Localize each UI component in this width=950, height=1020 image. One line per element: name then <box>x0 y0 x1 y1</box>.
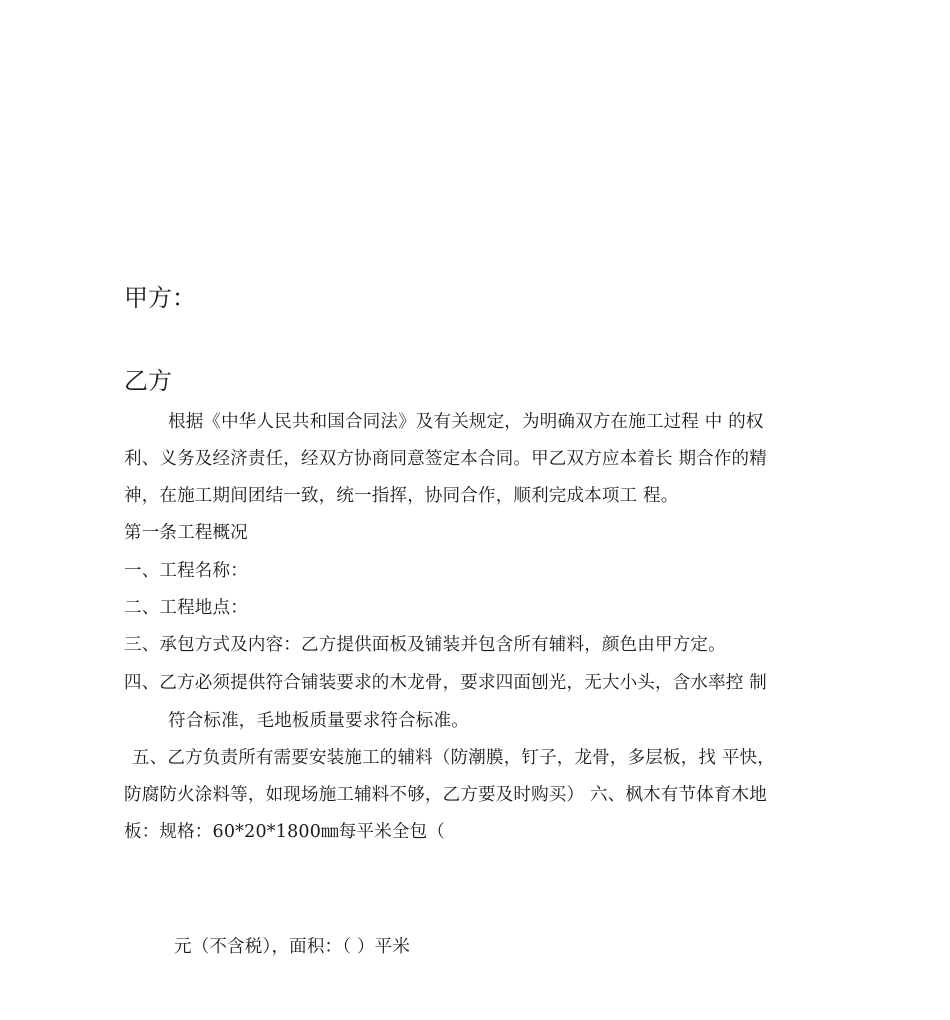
item-auxiliary-materials-line-1: 五、乙方负责所有需要安装施工的辅料（防潮膜，钉子，龙骨，多层板，找 平快， <box>132 748 775 768</box>
item-keel-requirement-line-2: 符合标准，毛地板质量要求符合标准。 <box>168 711 469 731</box>
party-b-label: 乙方 <box>124 367 172 395</box>
item-floor-spec-line: 板：规格：60*20*1800㎜每平米全包（ <box>124 822 445 842</box>
party-a-label: 甲方： <box>124 284 196 312</box>
item-keel-requirement-line-1: 四、乙方必须提供符合铺装要求的木龙骨，要求四面刨光，无大小头，含水率控 制 <box>124 673 767 693</box>
article-one-title: 第一条工程概况 <box>124 523 248 543</box>
item-project-name: 一、工程名称： <box>124 561 248 581</box>
item-auxiliary-materials-line-2: 防腐防火涂料等，如现场施工辅料不够，乙方要及时购买） 六、枫木有节体育木地 <box>124 785 767 805</box>
intro-line-1: 根据《中华人民共和国合同法》及有关规定，为明确双方在施工过程 中 的权 <box>168 412 764 432</box>
intro-line-3: 神，在施工期间团结一致，统一指挥，协同合作，顺利完成本项工 程。 <box>124 486 679 506</box>
intro-line-2: 利、义务及经济责任，经双方协商同意签定本合同。甲乙双方应本着长 期合作的精 <box>124 449 767 469</box>
item-contract-scope: 三、承包方式及内容：乙方提供面板及铺装并包含所有辅料，颜色由甲方定。 <box>124 635 726 655</box>
item-project-location: 二、工程地点： <box>124 598 248 618</box>
price-area-line: 元（不含税），面积：（ ）平米 <box>174 937 411 957</box>
